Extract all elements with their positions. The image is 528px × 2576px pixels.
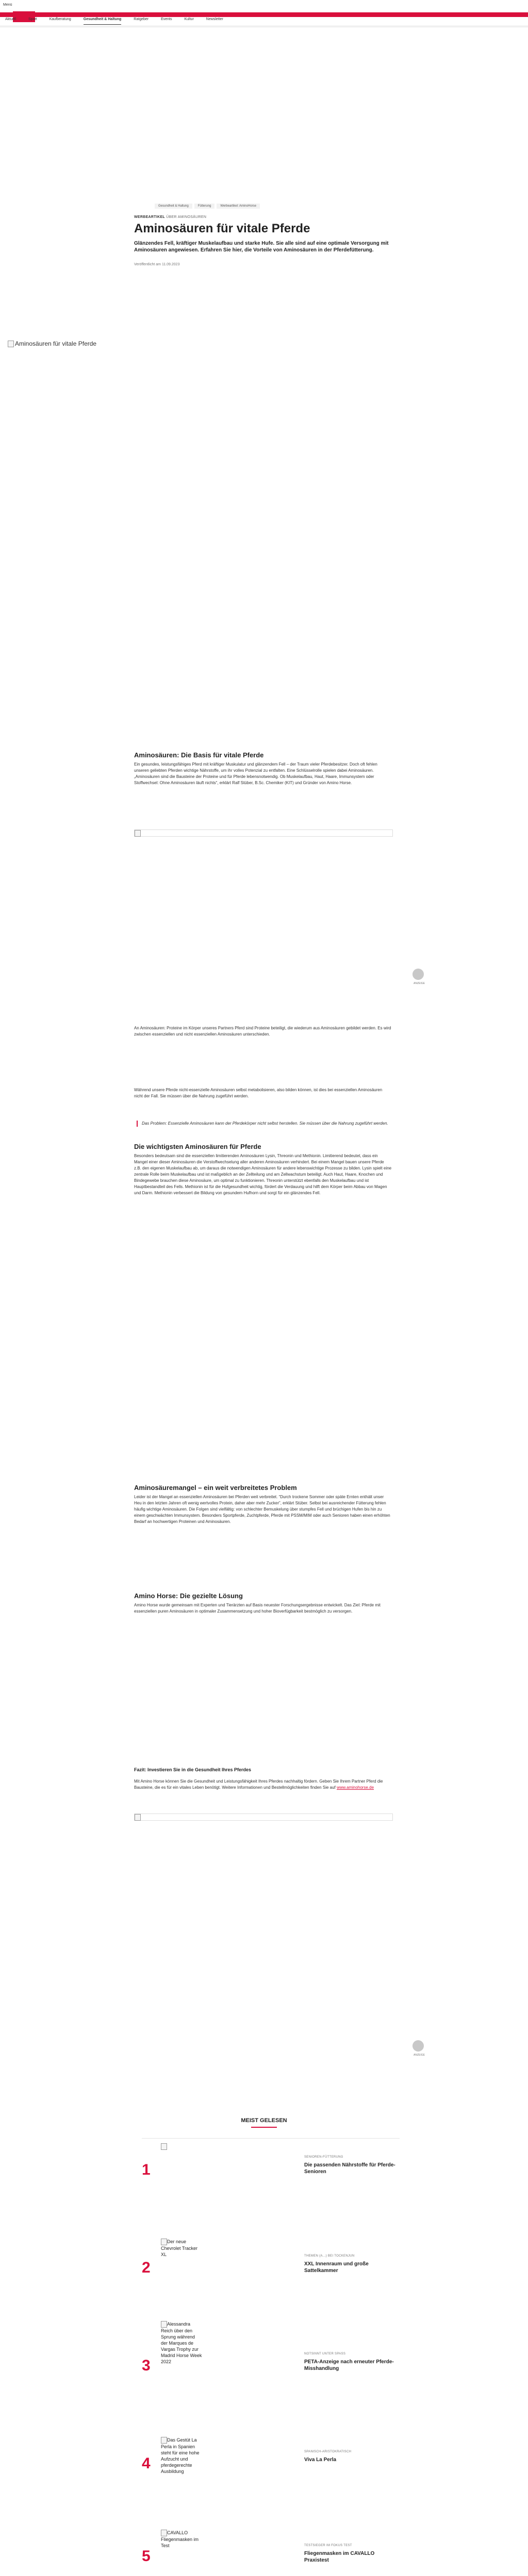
broken-image-icon [161,2437,167,2444]
article-title[interactable]: XXL Innenraum und große Sattelkammer [304,2261,369,2274]
nav-item-kultur[interactable]: Kultur [184,18,194,21]
article-thumbnail[interactable] [161,2321,202,2365]
paragraph: Besonders bedeutsam sind die essenziellen limitierenden Aminosäuren Lysin, Threonin und Methionin. Limitierend bedeutet, dass ein Mangel einer dieser Aminosäuren die Verstoffwechselung aller anderen Aminosäuren verhindert. Bei einem Mangel bauen unsere Pferde z.B. den eigenen Muskelaufbau ab, um daraus die notwendigen Aminosäuren für andere lebenswichtige Prozesse zu bilden. Lysin spielt eine zentrale Rolle beim Muskelaufbau und ist maßgeblich an der Zellteilung und am Zellwachstum beteiligt. Auch Haut, Haare, Knochen und Bindegewebe brauchen diese Aminosäure, um optimal zu funktionieren. Threonin unterstützt ebenfalls den Muskelaufbau und ist Hauptbestandteil des Fells. Methionin ist für die Hufgesundheit wichtig, fördert die Verdauung und hilft dem Körper beim Abbau von Magen und Darm. Methionin verbessert die Bildung von gesundem Hufhorn und sorgt für ein glänzendes Fell. [134,1154,392,1195]
kicker-suffix: ÜBER AMINOSÄUREN [166,215,207,219]
hero-image [8,340,96,347]
aminohorse-link[interactable]: www.aminohorse.de [337,1785,374,1790]
divider [142,2138,400,2139]
rank-number: 2 [142,2259,151,2276]
broken-image-icon [135,1814,141,1821]
article-thumbnail[interactable] [161,2437,202,2475]
section-heading: Aminosäuren: Die Basis für vitale Pferde [134,751,264,759]
hero-image-alt: Aminosäuren für vitale Pferde [15,340,97,347]
ad-badge [412,2040,424,2052]
heading-underline [251,2127,277,2128]
brand-bar [0,12,528,17]
rank-number: 4 [142,2455,151,2472]
paragraph: Leider ist der Mangel an essenziellen Aminosäuren bei Pferden weit verbreitet. “Durch trockene Sommer oder späte Ernten enthält unser Heu in den letzten Jahren oft wenig wertvolles Protein, daher aber mehr Zucker”, erklärt Stüber. Selbst bei ausreichender Fütterung fehlen häufig wichtige Aminosäuren. Die Folgen sind vielfältig: von schlechter Bemuskelung über stumpfes Fell und brüchigen Hufen bis hin zu einem geschwächten Immunsystem. Besonders Sportpferde, Zuchtpferde, Pferde mit PSSM/MIM oder auch Senioren haben einen erhöhten Bedarf an hochwertigen Proteinen und Aminosäuren. [134,1495,390,1524]
menu-button[interactable]: Menü [3,3,12,7]
thumbnail-alt: Das Gestüt La Perla in Spanien steht für eine hohe Aufzucht und pferdegerechte Ausbildung [161,2437,200,2475]
nav-item-sport[interactable]: Sport [28,18,37,21]
article-kicker: SENIOREN-FÜTTERUNG [304,2156,343,2159]
article-kicker: SPANISCH-ARISTOKRATISCH [304,2450,352,2453]
paragraph: An Aminosäuren: Proteine im Körper unseres Partners Pferd sind Proteine beteiligt, die wiederum aus Aminosäuren gebildet werden. Es wird zwischen essenziellen und nicht essenziellen Aminosäuren unterschieden. [134,1026,391,1037]
rank-number: 3 [142,2357,151,2374]
section-heading: Amino Horse: Die gezielte Lösung [134,1592,243,1600]
paragraph: Während unsere Pferde nicht-essenzielle Aminosäuren selbst metabolisieren, also bilden können, ist dies bei essenziellen Aminosäuren nicht der Fall. Sie müssen über die Nahrung zugeführt werden. [134,1088,383,1098]
article-thumbnail[interactable] [161,2143,202,2150]
rank-number: 5 [142,2548,151,2565]
nav-item-gesundheit[interactable]: Gesundheit & Haltung [84,18,122,25]
article-kicker [134,215,206,219]
nav-item-newsletter[interactable]: Newsletter [206,18,223,21]
thumbnail-alt: Alessandra Reich über den Sprung während der Marques de Vargas Trophy zur Madrid Horse Week 2022 [161,2321,202,2365]
ad-badge [412,969,424,980]
section-heading: Aminosäuremangel – ein weit verbreitetes Problem [134,1484,297,1492]
broken-image-icon [8,341,14,347]
article-thumbnail[interactable] [161,2530,202,2549]
callout-box: Das Problem: Essenzielle Aminosäuren kann der Pferdekörper nicht selbst herstellen. Sie müssen über die Nahrung zugeführt werden. [137,1121,397,1127]
broken-image-icon [161,2321,167,2328]
article-lead: Glänzendes Fell, kräftiger Muskelaufbau und starke Hufe. Sie alle sind auf eine optimale Versorgung mit Aminosäuren angewiesen. Erfahren Sie hier, die Vorteile von Aminosäuren in der Pferdefütterung. [134,241,389,253]
article-title[interactable]: Fliegenmasken im CAVALLO Praxistest [304,2551,375,2563]
kicker-prefix: WERBEARTIKEL [134,215,165,219]
article-title[interactable]: PETA-Anzeige nach erneuter Pferde-Misshandlung [304,2359,394,2371]
broken-image-icon [161,2143,167,2150]
most-read-heading: MEIST GELESEN [241,2117,287,2124]
section-heading: Fazit: Investieren Sie in die Gesundheit Ihres Pferdes [134,1767,252,1772]
ad-label: ANZEIGE [414,2054,425,2057]
thumbnail-alt: CAVALLO Fliegenmasken im Test [161,2530,199,2549]
article-title[interactable]: Viva La Perla [304,2457,337,2463]
page-title: Aminosäuren für vitale Pferde [134,222,310,235]
section-text: Ein gesundes, leistungsfähiges Pferd mit kräftiger Muskulatur und glänzendem Fell – der Traum vieler Pferdebesitzer. Doch oft fehlen unseren geliebten Pferden wichtige Nährstoffe, um ihr volles Potenzial zu entfalten. Eine Schlüsselrolle spielen dabei Aminosäuren. „Aminosäuren sind die Bausteine der Proteine und für Pferde lebensnotwendig. Ob Muskelaufbau, Haut, Haare, Immunsystem oder Stoffwechsel: Ohne Aminosäuren läuft nichts“, erklärt Ralf Stüber, B.Sc. Chemiker (KIT) und Gründer von Amino Horse. [134,762,377,785]
inline-image [134,1814,393,1821]
broken-image-icon [161,2239,167,2245]
article-kicker: TESTSIEGER IM FOKUS TEST [304,2544,352,2547]
nav-item-ratgeber[interactable]: Ratgeber [134,18,149,21]
paragraph-text: Mit Amino Horse können Sie die Gesundheit und Leistungsfähigkeit Ihres Pferdes nachhaltig fördern. Geben Sie Ihrem Partner Pferd die Bausteine, die es für ein vitales Leben benötigt. Weitere Informationen und Bestellmöglichkeiten finden Sie auf [134,1779,383,1790]
paragraph [134,1778,392,1791]
thumbnail-alt: Der neue Chevrolet Tracker XL [161,2239,198,2258]
nav-item-aktuell[interactable]: Aktuell [5,18,16,21]
inline-image [134,829,393,837]
nav-item-events[interactable]: Events [161,18,172,21]
paragraph: Amino Horse wurde gemeinsam mit Experten und Tierärzten auf Basis neuester Forschungsergebnisse entwickelt. Das Ziel: Pferde mit essenziellen puren Aminosäuren in optimaler Zusammensetzung und hoher Bioverfügbarkeit bestmöglich zu versorgen. [134,1603,381,1614]
broken-image-icon [161,2530,167,2536]
ad-label: ANZEIGE [414,982,425,985]
section-heading: Die wichtigsten Aminosäuren für Pferde [134,1143,261,1150]
article-kicker: THEMEN (A...) BEI TOCKENJUN [304,2255,355,2258]
article-thumbnail[interactable] [161,2239,202,2258]
breadcrumb-item[interactable]: Werbeartikel: AminoHorse [217,204,260,209]
main-navigation [5,18,236,25]
rank-number: 1 [142,2161,151,2178]
breadcrumb [155,204,260,209]
article-date: Veröffentlicht am 11.09.2023 [134,263,180,266]
article-kicker: NOTSINNT UNTER SPASS [304,2352,346,2355]
nav-item-kaufberatung[interactable]: Kaufberatung [49,18,71,21]
breadcrumb-item[interactable]: Gesundheit & Haltung [155,204,192,209]
broken-image-icon [135,830,141,837]
article-title[interactable]: Die passenden Nährstoffe für Pferde-Senioren [304,2162,395,2175]
breadcrumb-item[interactable]: Fütterung [194,204,215,209]
